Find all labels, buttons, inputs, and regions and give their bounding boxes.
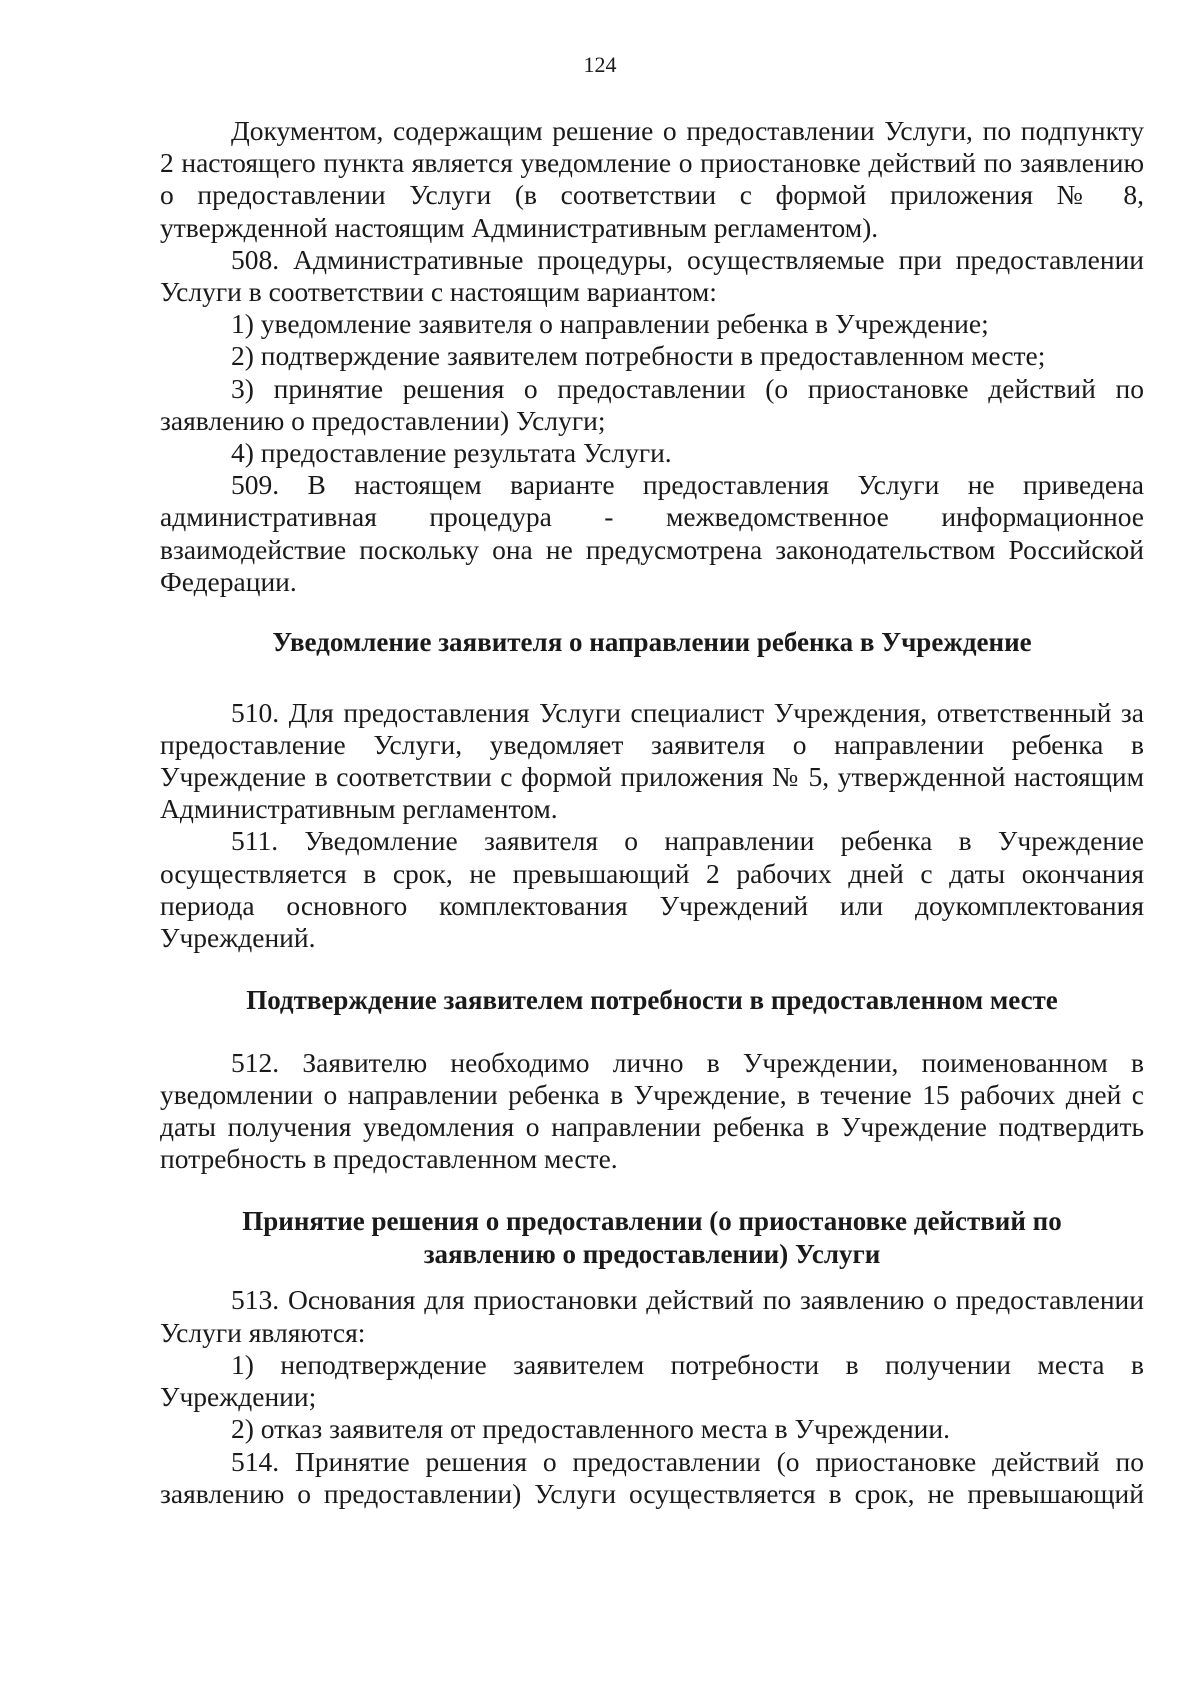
list-item-513-2: 2) отказ заявителя от предоставленного места в Учреждении. [231, 1413, 950, 1445]
paragraph-510: 510. Для предоставления Услуги специалист Учреждения, ответственный за предоставление Услуги, уведомляет заявителя о направлении ребенка в Учреждение в соответствии с формой приложения № 5, утвержденной настоящим Административным регламентом. [160, 696, 1144, 825]
paragraph-512: 512. Заявителю необходимо лично в Учреждении, поименованном в уведомлении о направлении ребенка в Учреждение, в течение 15 рабочих дней с даты получения уведомления о направлении ребенка в Учреждение подтвердить потребность в предоставленном месте. [160, 1046, 1144, 1175]
list-item-508-1: 1) уведомление заявителя о направлении ребенка в Учреждение; [231, 308, 989, 340]
paragraph-509: 509. В настоящем варианте предоставления Услуги не приведена административная процедура - межведомственное информационное взаимодействие поскольку она не предусмотрена законодательством Российской Федерации. [160, 469, 1144, 597]
paragraph-514: 514. Принятие решения о предоставлении (о приостановке действий по заявлению о предоставлении) Услуги осуществляется в срок, не превышающий [160, 1445, 1144, 1509]
list-item-508-2: 2) подтверждение заявителем потребности в предоставленном месте; [231, 340, 1046, 372]
section-heading-decision [160, 1205, 1144, 1270]
paragraph-decision-document: Документом, содержащим решение о предоставлении Услуги, по подпункту 2 настоящего пункта является уведомление о приостановке действий по заявлению о предоставлении Услуги (в соответствии с формой приложения № 8, утвержденной настоящим Административным регламентом). [160, 115, 1144, 243]
page-number: 124 [583, 52, 617, 77]
paragraph-511: 511. Уведомление заявителя о направлении ребенка в Учреждение осуществляется в срок, не превышающий 2 рабочих дней с даты окончания периода основного комплектования Учреждений или доукомплектования Учреждений. [160, 825, 1144, 953]
document-body [160, 115, 1144, 1510]
section-heading-decision-line2: заявлению о предоставлении) Услуги [423, 1238, 881, 1269]
list-item-508-4: 4) предоставление результата Услуги. [231, 437, 672, 469]
paragraph-508: 508. Административные процедуры, осуществляемые при предоставлении Услуги в соответствии с настоящим вариантом: [160, 243, 1144, 308]
section-heading-notification: Уведомление заявителя о направлении ребенка в Учреждение [272, 627, 1032, 658]
section-heading-decision-line1: Принятие решения о предоставлении (о приостановке действий по [242, 1206, 1062, 1237]
list-item-508-3: 3) принятие решения о предоставлении (о приостановке действий по заявлению о предоставлении) Услуги; [160, 372, 1144, 436]
paragraph-513: 513. Основания для приостановки действий по заявлению о предоставлении Услуги являются: [160, 1284, 1144, 1348]
list-item-513-1: 1) неподтверждение заявителем потребности в получении места в Учреждении; [160, 1348, 1144, 1413]
section-heading-confirmation: Подтверждение заявителем потребности в предоставленном месте [246, 985, 1058, 1016]
